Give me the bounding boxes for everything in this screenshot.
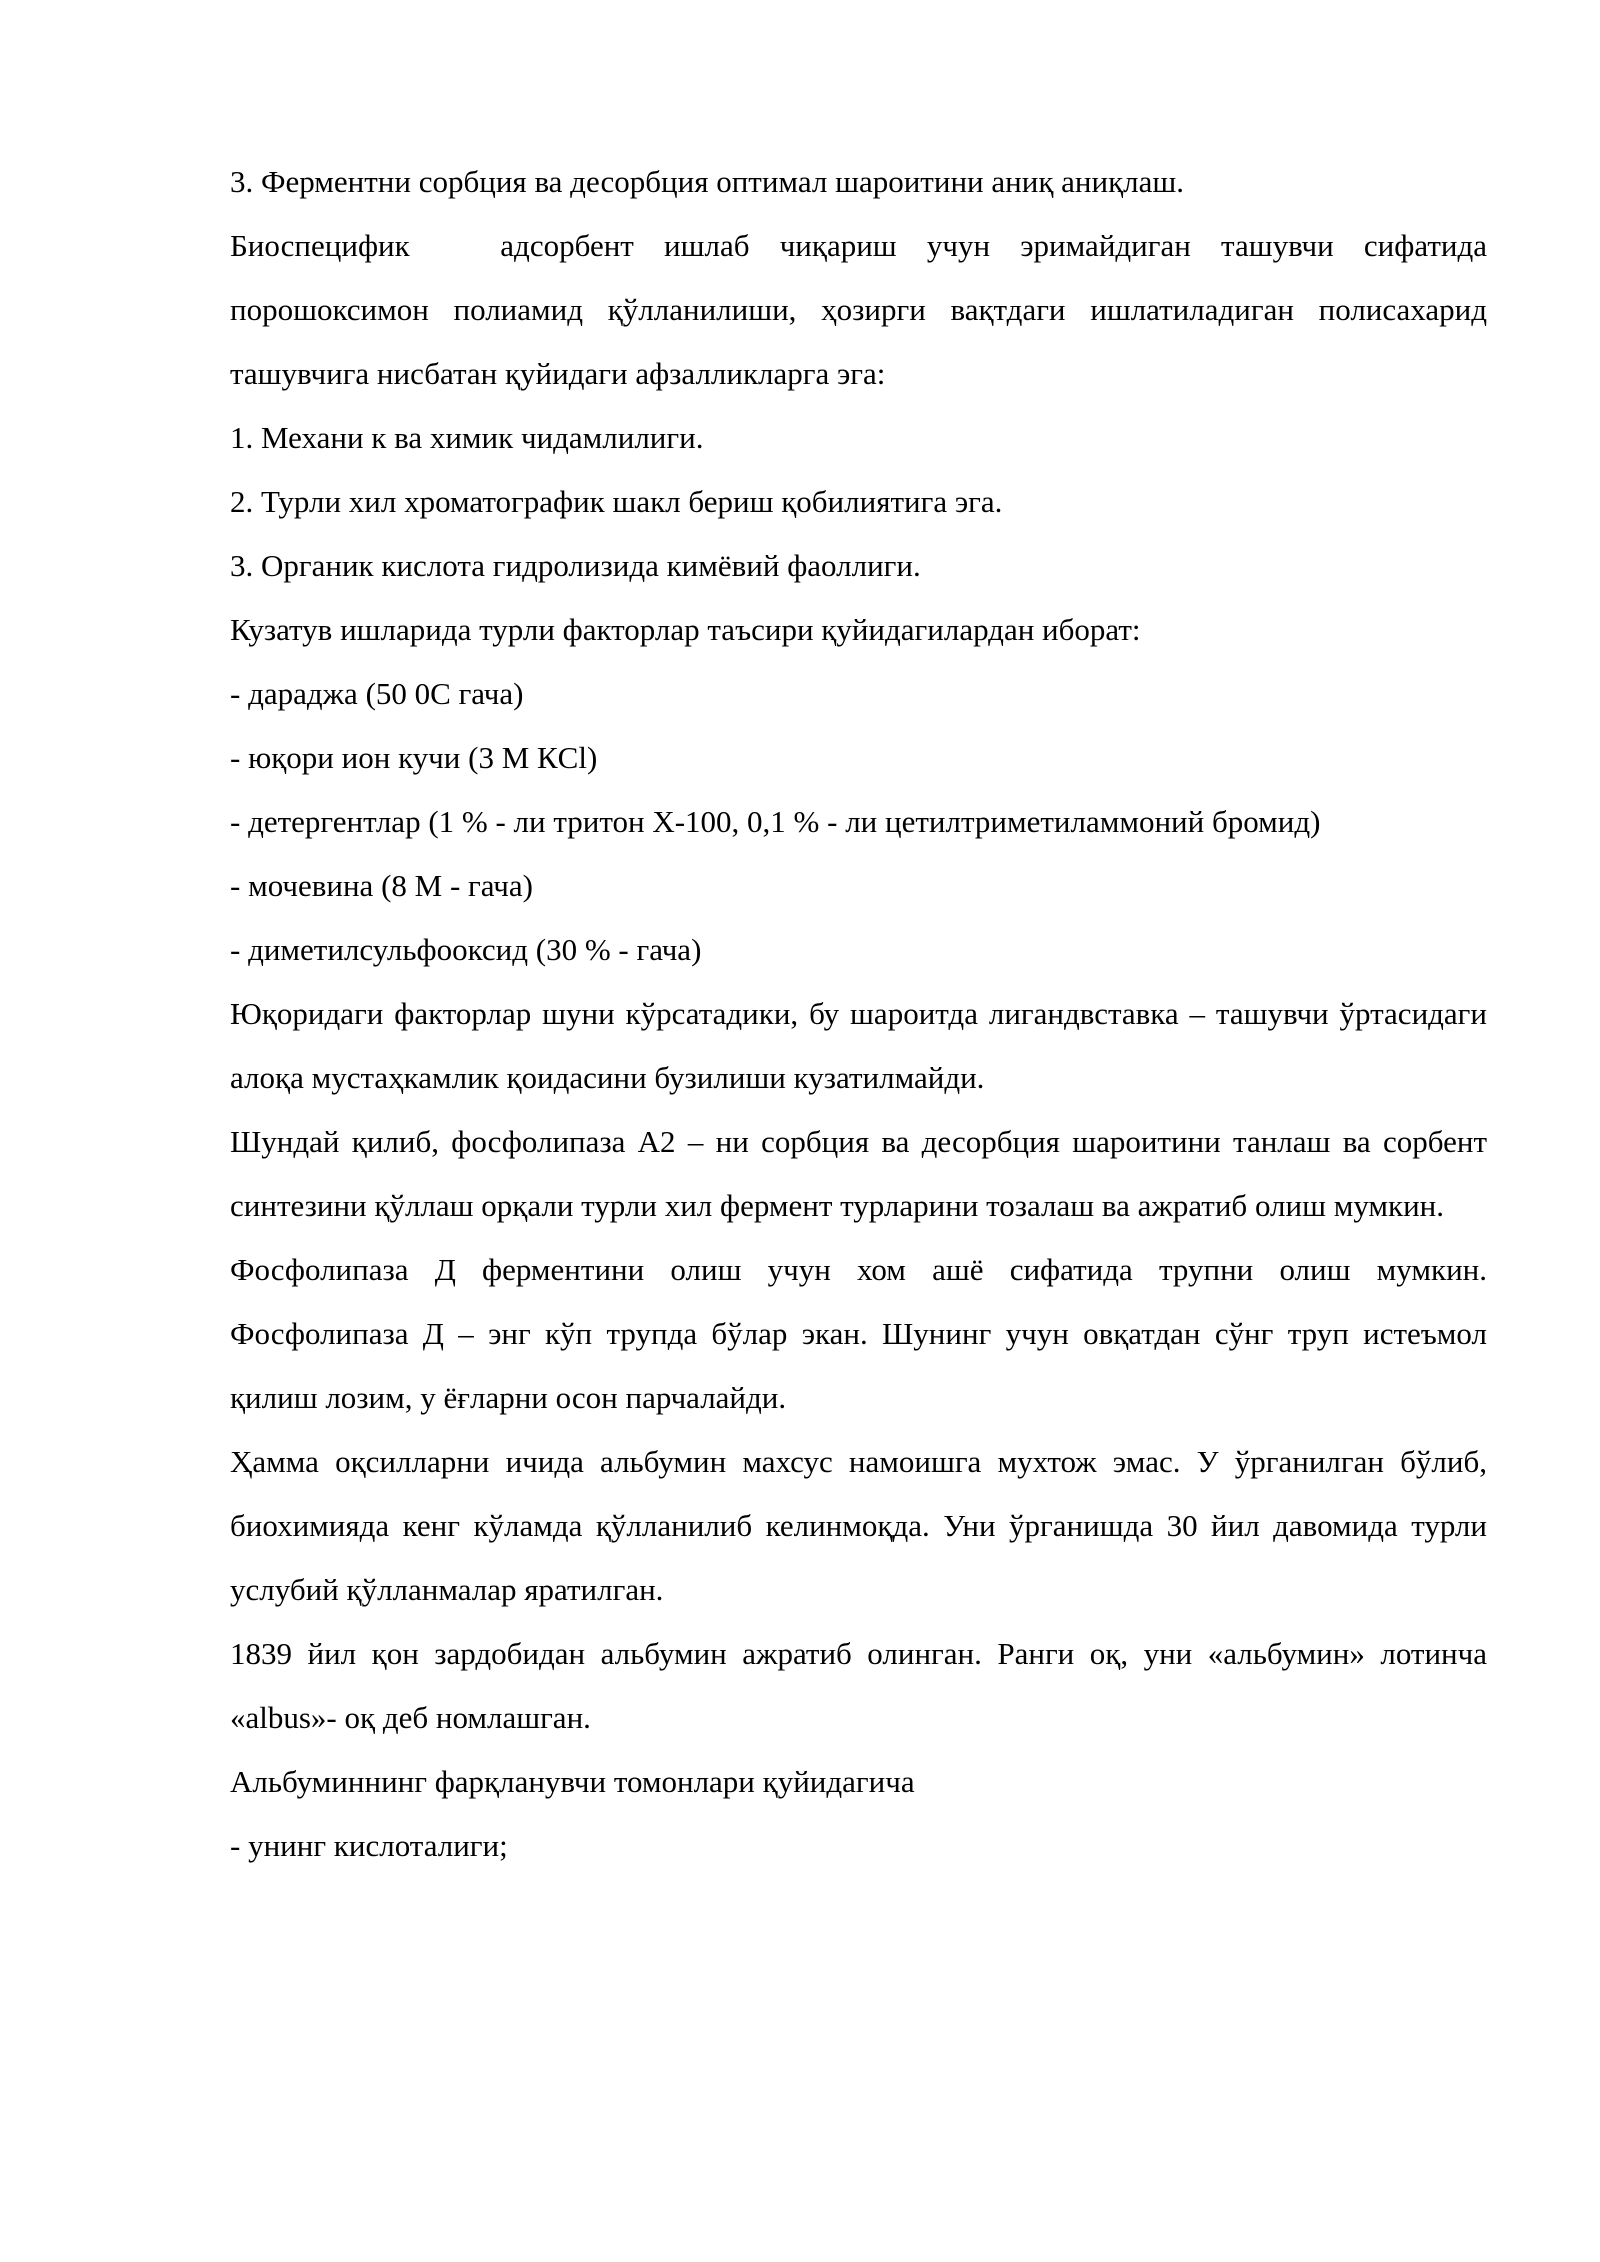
list-item-acidity: - унинг кислоталиги;: [230, 1828, 508, 1863]
paragraph-phospholipase-d: Фосфолипаза Д ферментини олиш учун хом ашё сифатида трупни олиш мумкин. Фосфолипаза Д – энг кўп трупда бўлар экан. Шунинг учун овқатдан сўнг труп истеъмол қилиш лозим, у ёғларни осон парчалайди.: [230, 1252, 1495, 1415]
list-item-ionic-strength: - юқори ион кучи (3 М КCl): [230, 740, 598, 775]
list-item-dmso: - диметилсульфооксид (30 % - гача): [230, 932, 702, 967]
list-item-detergents: - детергентлар (1 % - ли тритон Х-100, 0,1 % - ли цетилтриметиламмоний бромид): [230, 804, 1321, 839]
document-body: [230, 150, 1511, 1878]
paragraph-albumin-history: 1839 йил қон зардобидан альбумин ажратиб олинган. Ранги оқ, уни «альбумин» лотинча «albus»- оқ деб номлашган.: [230, 1636, 1511, 1735]
list-item-chromatographic: 2. Турли хил хроматографик шакл бериш қобилиятига эга.: [230, 484, 1003, 519]
list-item-temperature: - дараджа (50 0С гача): [230, 676, 524, 711]
paragraph-factors-intro: Кузатув ишларида турли факторлар таъсири қуйидагилардан иборат:: [230, 612, 1141, 647]
paragraph-phospholipase-a2: Шундай қилиб, фосфолипаза А2 – ни сорбция ва десорбция шароитини танлаш ва сорбент синтезини қўллаш орқали турли хил фермент турларини тозалаш ва ажратиб олиш мумкин.: [230, 1124, 1495, 1223]
list-item-organic-acid: 3. Органик кислота гидролизида кимёвий фаоллиги.: [230, 548, 921, 583]
paragraph-goal-3: 3. Ферментни сорбция ва десорбция оптимал шароитини аниқ аниқлаш.: [230, 164, 1184, 199]
paragraph-albumin-features: Альбуминнинг фарқланувчи томонлари қуйидагича: [230, 1764, 915, 1799]
paragraph-biospecific-adsorbent: Биоспецифик адсорбент ишлаб чиқариш учун эримайдиган ташувчи сифатида порошоксимон полиамид қўлланилиши, ҳозирги вақтдаги ишлатиладиган полисахарид ташувчига нисбатан қуйидаги афзалликларга эга:: [230, 228, 1495, 391]
paragraph-albumin-study: Ҳамма оқсилларни ичида альбумин махсус намоишга мухтож эмас. У ўрганилган бўлиб, биохимияда кенг кўламда қўлланилиб келинмоқда. Уни ўрганишда 30 йил давомида турли услубий қўлланмалар яратилган.: [230, 1444, 1495, 1607]
paragraph-factors-conclusion: Юқоридаги факторлар шуни кўрсатадики, бу шароитда лигандвставка – ташувчи ўртасидаги алоқа мустаҳкамлик қоидасини бузилиши кузатилмайди.: [230, 996, 1495, 1095]
list-item-mechanical: 1. Механи к ва химик чидамлилиги.: [230, 420, 704, 455]
list-item-urea: - мочевина (8 М - гача): [230, 868, 533, 903]
